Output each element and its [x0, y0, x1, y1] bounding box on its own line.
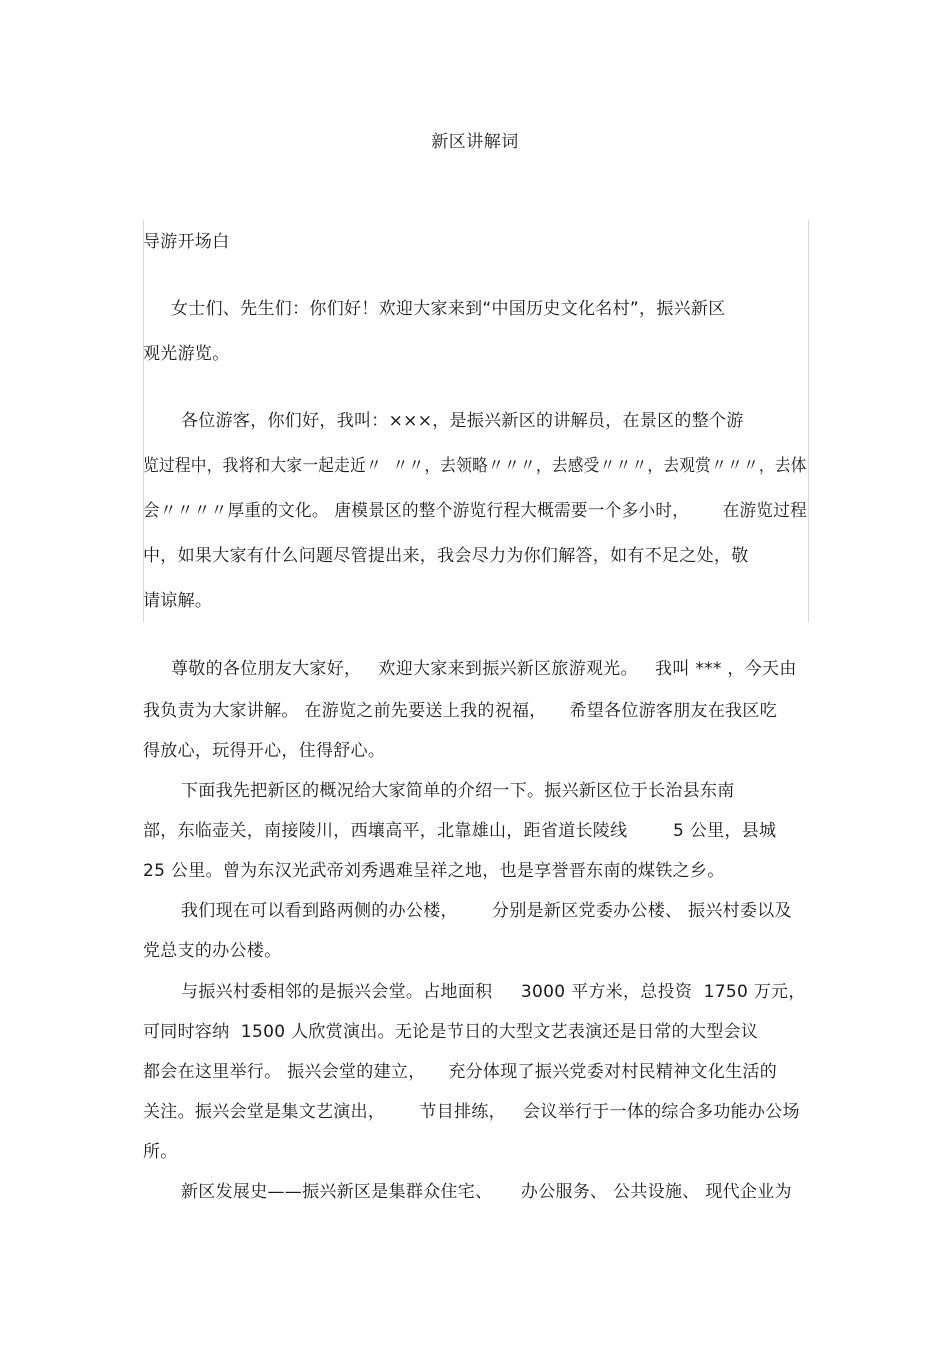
- body-paragraph-line: 新区发展史——振兴新区是集群众住宅、 办公服务、 公共设施、 现代企业为: [181, 1182, 792, 1202]
- body-paragraph-line: 25 公里。曾为东汉光武帝刘秀遇难呈祥之地，也是享誉晋东南的煤铁之乡。: [143, 861, 725, 881]
- intro-greeting-line: 观光游览。: [143, 344, 230, 364]
- intro-welcome-line: 各位游客，你们好，我叫：×××，是振兴新区的讲解员，在景区的整个游: [181, 411, 744, 431]
- body-paragraph-line: 党总支的办公楼。: [143, 941, 282, 961]
- intro-heading: 导游开场白: [143, 232, 230, 252]
- document-title: 新区讲解词: [431, 132, 519, 152]
- body-paragraph-line: 所。: [143, 1142, 178, 1162]
- body-paragraph-line: 我负责为大家讲解。 在游览之前先要送上我的祝福， 希望各位游客朋友在我区吃: [143, 701, 778, 721]
- body-paragraph-line: 与振兴村委相邻的是振兴会堂。占地面积 3000 平方米，总投资 1750 万元，: [181, 982, 806, 1002]
- intro-welcome-line: 览过程中，我将和大家一起走近〃 〃〃，去领略〃〃〃，去感受〃〃〃，去观赏〃〃〃，去体: [143, 456, 807, 476]
- body-paragraph-line: 尊敬的各位朋友大家好， 欢迎大家来到振兴新区旅游观光。 我叫 *** ，今天由: [171, 659, 797, 679]
- intro-welcome-line: 会〃〃〃〃厚重的文化。 唐模景区的整个游览行程大概需要一个多小时， 在游览过程: [143, 501, 808, 521]
- body-paragraph-line: 都会在这里举行。 振兴会堂的建立， 充分体现了振兴党委对村民精神文化生活的: [143, 1062, 778, 1082]
- body-paragraph-line: 可同时容纳 1500 人欣赏演出。无论是节日的大型文艺表演还是日常的大型会议: [143, 1022, 759, 1042]
- intro-welcome-line: 请谅解。: [143, 591, 213, 611]
- body-paragraph-line: 得放心，玩得开心，住得舒心。: [143, 741, 386, 761]
- body-paragraph-line: 部，东临壶关，南接陵川，西壤高平，北靠雄山，距省道长陵线 5 公里，县城: [143, 821, 777, 841]
- body-paragraph-line: 我们现在可以看到路两侧的办公楼， 分别是新区党委办公楼、 振兴村委以及: [181, 901, 792, 921]
- intro-welcome-line: 中，如果大家有什么问题尽管提出来，我会尽力为你们解答，如有不足之处，敬: [143, 546, 749, 566]
- body-paragraph-line: 下面我先把新区的概况给大家简单的介绍一下。振兴新区位于长治县东南: [181, 781, 735, 801]
- intro-greeting-line: 女士们、先生们：你们好！欢迎大家来到“中国历史文化名村”，振兴新区: [171, 299, 726, 319]
- body-paragraph-line: 关注。振兴会堂是集文艺演出， 节目排练， 会议举行于一体的综合多功能办公场: [143, 1102, 800, 1122]
